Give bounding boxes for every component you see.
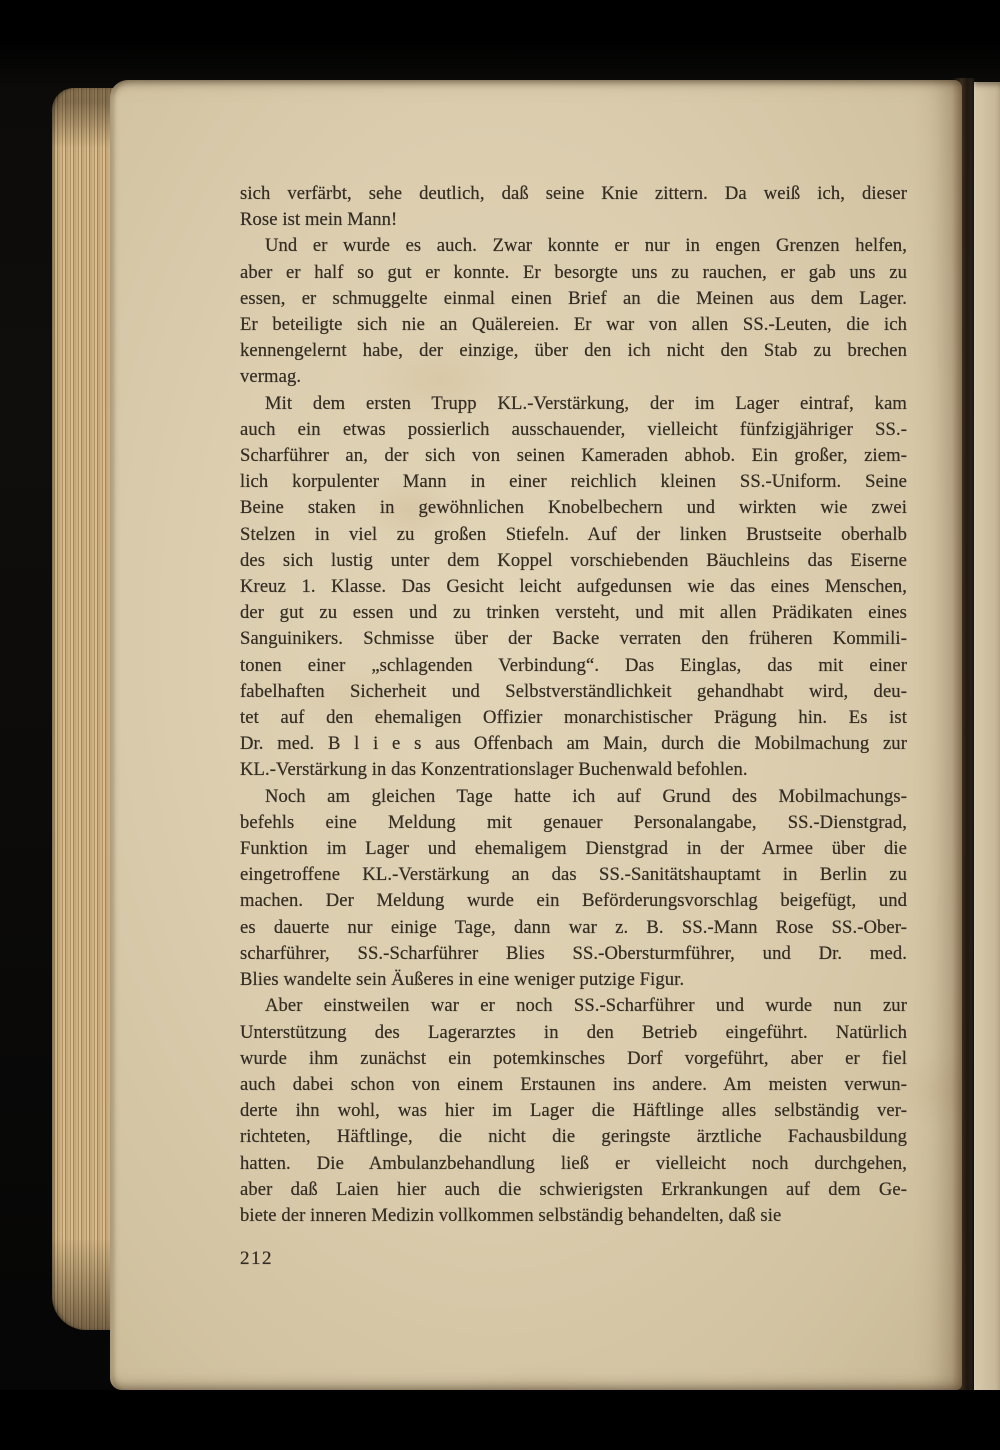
text-line: aber er half so gut er konnte. Er besorgte uns zu rauchen, er gab uns zu xyxy=(240,261,907,283)
text-line: Und er wurde es auch. Zwar konnte er nur in engen Grenzen helfen, xyxy=(265,235,907,257)
text-line: Kreuz 1. Klasse. Das Gesicht leicht aufgedunsen wie das eines Menschen, xyxy=(240,576,907,598)
text-line: derte ihn wohl, was hier im Lager die Häftlinge alles selbständig ver- xyxy=(240,1100,907,1122)
text-line: der gut zu essen und zu trinken versteht, und mit allen Prädikaten eines xyxy=(240,602,907,624)
gutter-crease xyxy=(952,78,976,1394)
paragraph xyxy=(240,233,907,390)
text-line: sich verfärbt, sehe deutlich, daß seine Knie zittern. Da weiß ich, dieser xyxy=(240,183,907,204)
text-line: richteten, Häftlinge, die nicht die geringste ärztliche Fachausbildung xyxy=(240,1126,907,1148)
text-line: Funktion im Lager und ehemaligem Dienstgrad in der Armee über die xyxy=(240,838,907,860)
text-line: auch ein etwas possierlich ausschauender, vielleicht fünfzigjähriger SS.- xyxy=(240,418,907,440)
text-line: tonen einer „schlagenden Verbindung“. Das Einglas, das mit einer xyxy=(240,654,907,676)
text-line: fabelhaften Sicherheit und Selbstverständlichkeit gehandhabt wird, deu- xyxy=(240,680,907,702)
text-line: machen. Der Meldung wurde ein Beförderungsvorschlag beigefügt, und xyxy=(240,890,907,912)
text-line: aber daß Laien hier auch die schwierigsten Erkrankungen auf dem Ge- xyxy=(240,1178,907,1200)
paragraph xyxy=(240,993,907,1229)
page-number: 212 xyxy=(240,1248,273,1269)
page-text-block xyxy=(240,181,907,1229)
text-line: hatten. Die Ambulanzbehandlung ließ er vielleicht noch durchgehen, xyxy=(240,1152,907,1174)
text-line: des sich lustig unter dem Koppel vorschiebenden Bäuchleins das Eiserne xyxy=(240,549,907,571)
text-line: Mit dem ersten Trupp KL.-Verstärkung, der im Lager eintraf, kam xyxy=(265,392,907,414)
text-line: Dr. med. B l i e s aus Offenbach am Main, durch die Mobilmachung zur xyxy=(240,733,907,755)
text-line: vermag. xyxy=(240,366,302,388)
text-line: scharführer, SS.-Scharführer Blies SS.-Obersturmführer, und Dr. med. xyxy=(240,942,907,964)
text-line: KL.-Verstärkung in das Konzentrationslager Buchenwald befohlen. xyxy=(240,759,748,781)
text-line: befehls eine Meldung mit genauer Personalangabe, SS.-Dienstgrad, xyxy=(240,811,907,833)
text-line: Noch am gleichen Tage hatte ich auf Grund des Mobilmachungs- xyxy=(265,785,907,807)
paragraph xyxy=(240,784,907,994)
backdrop-bottom xyxy=(0,1390,1000,1450)
text-line: Scharführer an, der sich von seinen Kameraden abhob. Ein großer, ziem- xyxy=(240,445,907,467)
text-line: Rose ist mein Mann! xyxy=(240,209,398,231)
text-line: Stelzen in viel zu großen Stiefeln. Auf der linken Brustseite oberhalb xyxy=(240,523,907,545)
adjacent-page-sliver xyxy=(974,82,1000,1408)
text-line: auch dabei schon von einem Erstaunen ins andere. Am meisten verwun- xyxy=(240,1073,907,1095)
text-line: eingetroffene KL.-Verstärkung an das SS.-Sanitätshauptamt in Berlin zu xyxy=(240,864,907,886)
text-line: essen, er schmuggelte einmal einen Brief an die Meinen aus dem Lager. xyxy=(240,287,907,309)
text-line: es dauerte nur einige Tage, dann war z. B. SS.-Mann Rose SS.-Ober- xyxy=(240,916,907,938)
text-line: wurde ihm zunächst ein potemkinsches Dorf vorgeführt, aber er fiel xyxy=(240,1047,907,1069)
text-line: Unterstützung des Lagerarztes in den Betrieb eingeführt. Natürlich xyxy=(240,1021,907,1043)
paragraph xyxy=(240,181,907,233)
fore-edge-page-stack xyxy=(52,88,114,1330)
text-line: Er beteiligte sich nie an Quälereien. Er war von allen SS.-Leuten, die ich xyxy=(240,314,907,336)
text-line: kennengelernt habe, der einzige, über den ich nicht den Stab zu brechen xyxy=(240,340,907,362)
text-line: Blies wandelte sein Äußeres in eine weniger putzige Figur. xyxy=(240,969,685,991)
text-line: tet auf den ehemaligen Offizier monarchistischer Prägung hin. Es ist xyxy=(240,707,907,729)
text-line: biete der inneren Medizin vollkommen selbständig behandelten, daß sie xyxy=(240,1204,782,1226)
text-line: lich korpulenter Mann in einer reichlich kleinen SS.-Uniform. Seine xyxy=(240,471,907,493)
paragraph xyxy=(240,391,907,784)
text-line: Beine staken in gewöhnlichen Knobelbechern und wirkten wie zwei xyxy=(240,497,907,519)
book-page xyxy=(110,80,962,1390)
text-line: Sanguinikers. Schmisse über der Backe verraten den früheren Kommili- xyxy=(240,628,907,650)
text-line: Aber einstweilen war er noch SS.-Scharführer und wurde nun zur xyxy=(265,995,907,1017)
